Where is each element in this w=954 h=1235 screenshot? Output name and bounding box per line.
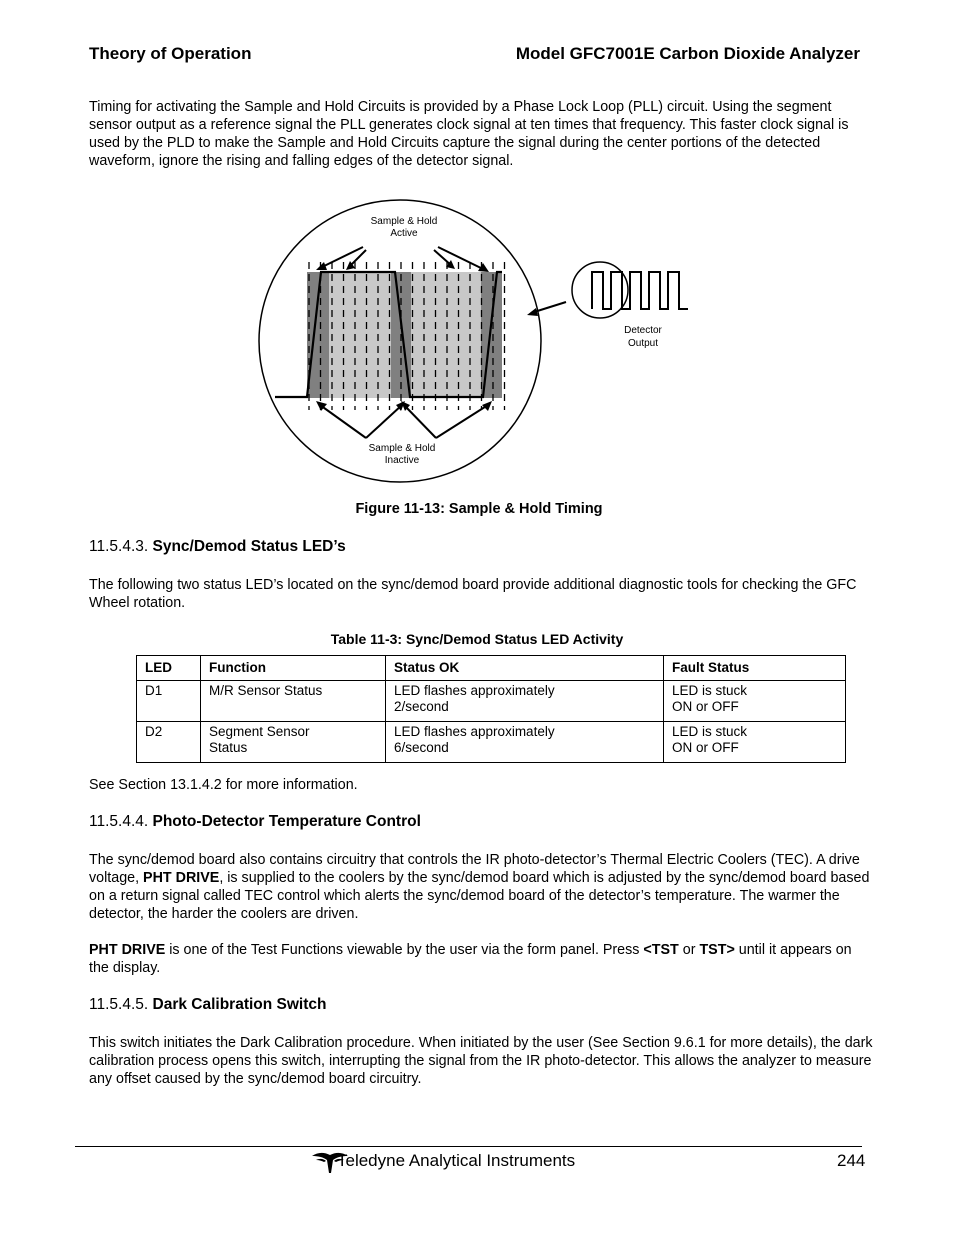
label-detector-line1: Detector [624, 325, 662, 336]
table-header-row [137, 656, 846, 681]
section-number: 11.5.4.5. [89, 996, 149, 1013]
active-arrows [320, 247, 485, 270]
footer-page-number: 244 [837, 1151, 866, 1170]
table-caption: Table 11-3: Sync/Demod Status LED Activity [330, 631, 624, 647]
inactive-arrowheads [316, 401, 492, 411]
detector-output-wave [592, 272, 688, 309]
sh-window-1-light [329, 272, 391, 398]
header-document-title: Model GFC7001E Carbon Dioxide Analyzer [515, 44, 860, 63]
section-heading-photo-detector [89, 813, 421, 831]
table-row [137, 681, 846, 722]
label-active-line2: Active [390, 228, 418, 239]
footer-rule [75, 1146, 862, 1147]
sample-hold-timing-figure [250, 195, 700, 490]
sync-demod-paragraph: The following two status LED’s located on the sync/demod board provide additional diagnostic tools for checking the GFC Wheel rotation. [89, 577, 857, 611]
table-cell: LED is stuck ON or OFF [664, 681, 846, 722]
column-header: LED [137, 656, 201, 681]
section-title: Dark Calibration Switch [152, 996, 327, 1013]
photo-detector-paragraph-2: PHT DRIVE is one of the Test Functions viewable by the user via the form panel. Press <TST or TST> until it appears on the display. [89, 942, 852, 976]
table-cell: LED is stuck ON or OFF [664, 722, 846, 763]
active-arrowheads [316, 260, 489, 272]
label-active-line1: Sample & Hold [370, 216, 438, 227]
label-inactive-line1: Sample & Hold [368, 443, 436, 454]
column-header: Status OK [386, 656, 664, 681]
led-status-table [136, 655, 846, 763]
table-row [137, 722, 846, 763]
table-cell: LED flashes approximately 2/second [386, 681, 664, 722]
column-header: Function [201, 656, 386, 681]
footer-company: Teledyne Analytical Instruments [337, 1151, 576, 1170]
detail-circle [572, 262, 628, 318]
table-cell: D1 [137, 681, 201, 722]
header-section-title: Theory of Operation [89, 44, 252, 63]
intro-paragraph: Timing for activating the Sample and Hold Circuits is provided by a Phase Lock Loop (PLL) circuit. Using the segment sensor output as a reference signal the PLL generates clock signal at ten times that frequency. This faster clock signal is used by the PLD to make the Sample and Hold Circuits capture the signal during the center portions of the detected waveform, ignore the rising and falling edges of the detector signal. [89, 99, 849, 169]
inactive-arrows [320, 405, 488, 438]
column-header: Fault Status [664, 656, 846, 681]
table-cell: LED flashes approximately 6/second [386, 722, 664, 763]
section-number: 11.5.4.3. [89, 538, 149, 555]
label-inactive-line2: Inactive [384, 455, 420, 466]
table-cell: M/R Sensor Status [201, 681, 386, 722]
section-heading-dark-calibration [89, 996, 326, 1014]
figure-caption: Figure 11-13: Sample & Hold Timing [355, 501, 603, 517]
photo-detector-paragraph-1: The sync/demod board also contains circuitry that controls the IR photo-detector’s Thermal Electric Coolers (TEC). A drive voltage, PHT DRIVE, is supplied to the coolers by the sync/demod board which is adjusted by the sync/demod board based on a return signal called TEC control which alerts the sync/demod board of the detector’s temperature. The warmer the detector, the harder the coolers are driven. [89, 852, 870, 922]
table-cell: Segment Sensor Status [201, 722, 386, 763]
section-title: Photo-Detector Temperature Control [152, 813, 421, 830]
label-detector-line2: Output [627, 338, 659, 349]
dark-calibration-paragraph: This switch initiates the Dark Calibration procedure. When initiated by the user (See Section 9.6.1 for more details), the dark calibration process opens this switch, interrupting the signal from the IR photo-detector. This allows the analyzer to measure any offset caused by the sync/demod board circuitry. [89, 1035, 873, 1087]
section-title: Sync/Demod Status LED’s [152, 538, 346, 555]
section-number: 11.5.4.4. [89, 813, 149, 830]
see-section-note: See Section 13.1.4.2 for more information. [89, 777, 358, 793]
table-cell: D2 [137, 722, 201, 763]
section-heading-sync-demod [89, 538, 346, 556]
